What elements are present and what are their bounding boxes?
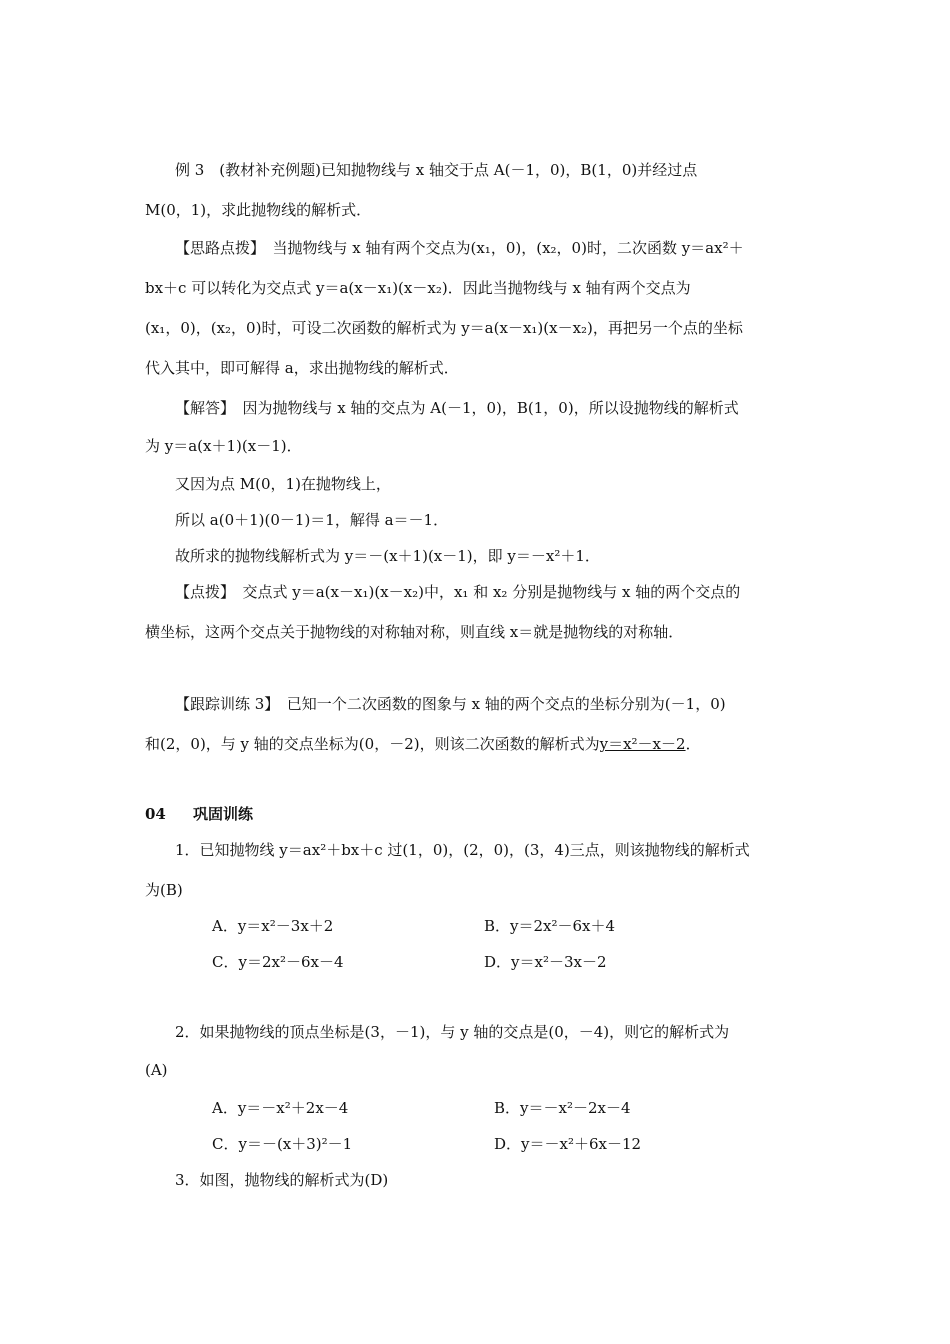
q1-line2: 为(B) bbox=[145, 881, 183, 899]
section-number: 04 bbox=[145, 805, 166, 823]
q1-option-b: B．y＝2x²－6x＋4 bbox=[484, 917, 616, 935]
note-line2: 横坐标，这两个交点关于抛物线的对称轴对称，则直线 x＝就是抛物线的对称轴． bbox=[145, 623, 684, 641]
example3-line2: M(0，1)，求此抛物线的解析式． bbox=[145, 201, 372, 219]
hint-line4: 代入其中，即可解得 a，求出抛物线的解析式． bbox=[145, 359, 459, 377]
solution-line3: 又因为点 M(0，1)在抛物线上， bbox=[175, 475, 391, 493]
q1-option-a: A．y＝x²－3x＋2 bbox=[212, 917, 334, 935]
hint-line3: (x₁，0)，(x₂，0)时，可设二次函数的解析式为 y＝a(x－x₁)(x－x₂)，再把另一个点的坐标 bbox=[145, 319, 743, 337]
solution-line1: 【解答】 因为抛物线与 x 轴的交点为 A(－1，0)，B(1，0)，所以设抛物线的解析式 bbox=[175, 399, 739, 417]
q2-option-c: C．y＝－(x＋3)²－1 bbox=[212, 1135, 353, 1153]
practice3-line1: 【跟踪训练 3】 已知一个二次函数的图象与 x 轴的两个交点的坐标分别为(－1，0) bbox=[175, 695, 726, 713]
practice3-line2-prefix: 和(2，0)，与 y 轴的交点坐标为(0，－2)，则该二次函数的解析式为 bbox=[145, 735, 600, 753]
hint-line2: bx＋c 可以转化为交点式 y＝a(x－x₁)(x－x₂)．因此当抛物线与 x 轴有两个交点为 bbox=[145, 279, 691, 297]
solution-line5: 故所求的抛物线解析式为 y＝－(x＋1)(x－1)，即 y＝－x²＋1． bbox=[175, 547, 600, 565]
q3-line1: 3．如图，抛物线的解析式为(D) bbox=[175, 1171, 389, 1189]
practice3-line2 bbox=[145, 734, 807, 754]
solution-line4: 所以 a(0＋1)(0－1)＝1，解得 a＝－1． bbox=[175, 511, 449, 529]
q2-option-d: D．y＝－x²＋6x－12 bbox=[494, 1135, 642, 1153]
example3-line1: 例 3 (教材补充例题)已知抛物线与 x 轴交于点 A(－1，0)，B(1，0)并经过点 bbox=[175, 161, 698, 179]
q1-option-c: C．y＝2x²－6x－4 bbox=[212, 953, 344, 971]
q2-option-a: A．y＝－x²＋2x－4 bbox=[212, 1099, 349, 1117]
q1-line1: 1．已知抛物线 y＝ax²＋bx＋c 过(1，0)，(2，0)，(3，4)三点，则该抛物线的解析式 bbox=[175, 841, 750, 859]
q1-option-d: D．y＝x²－3x－2 bbox=[484, 953, 607, 971]
solution-line2: 为 y＝a(x＋1)(x－1)． bbox=[145, 437, 302, 455]
hint-line1: 【思路点拨】 当抛物线与 x 轴有两个交点为(x₁，0)，(x₂，0)时，二次函数 y＝ax²＋ bbox=[175, 239, 744, 257]
practice3-line2-suffix: ． bbox=[685, 735, 701, 753]
q2-line1: 2．如果抛物线的顶点坐标是(3，－1)，与 y 轴的交点是(0，－4)，则它的解析式为 bbox=[175, 1023, 730, 1041]
section-title: 巩固训练 bbox=[193, 805, 254, 823]
practice3-answer: y＝x²－x－2 bbox=[599, 735, 686, 753]
q2-option-b: B．y＝－x²－2x－4 bbox=[494, 1099, 631, 1117]
q2-line2: (A) bbox=[145, 1061, 168, 1079]
note-line1: 【点拨】 交点式 y＝a(x－x₁)(x－x₂)中，x₁ 和 x₂ 分别是抛物线与 x 轴的两个交点的 bbox=[175, 583, 741, 601]
